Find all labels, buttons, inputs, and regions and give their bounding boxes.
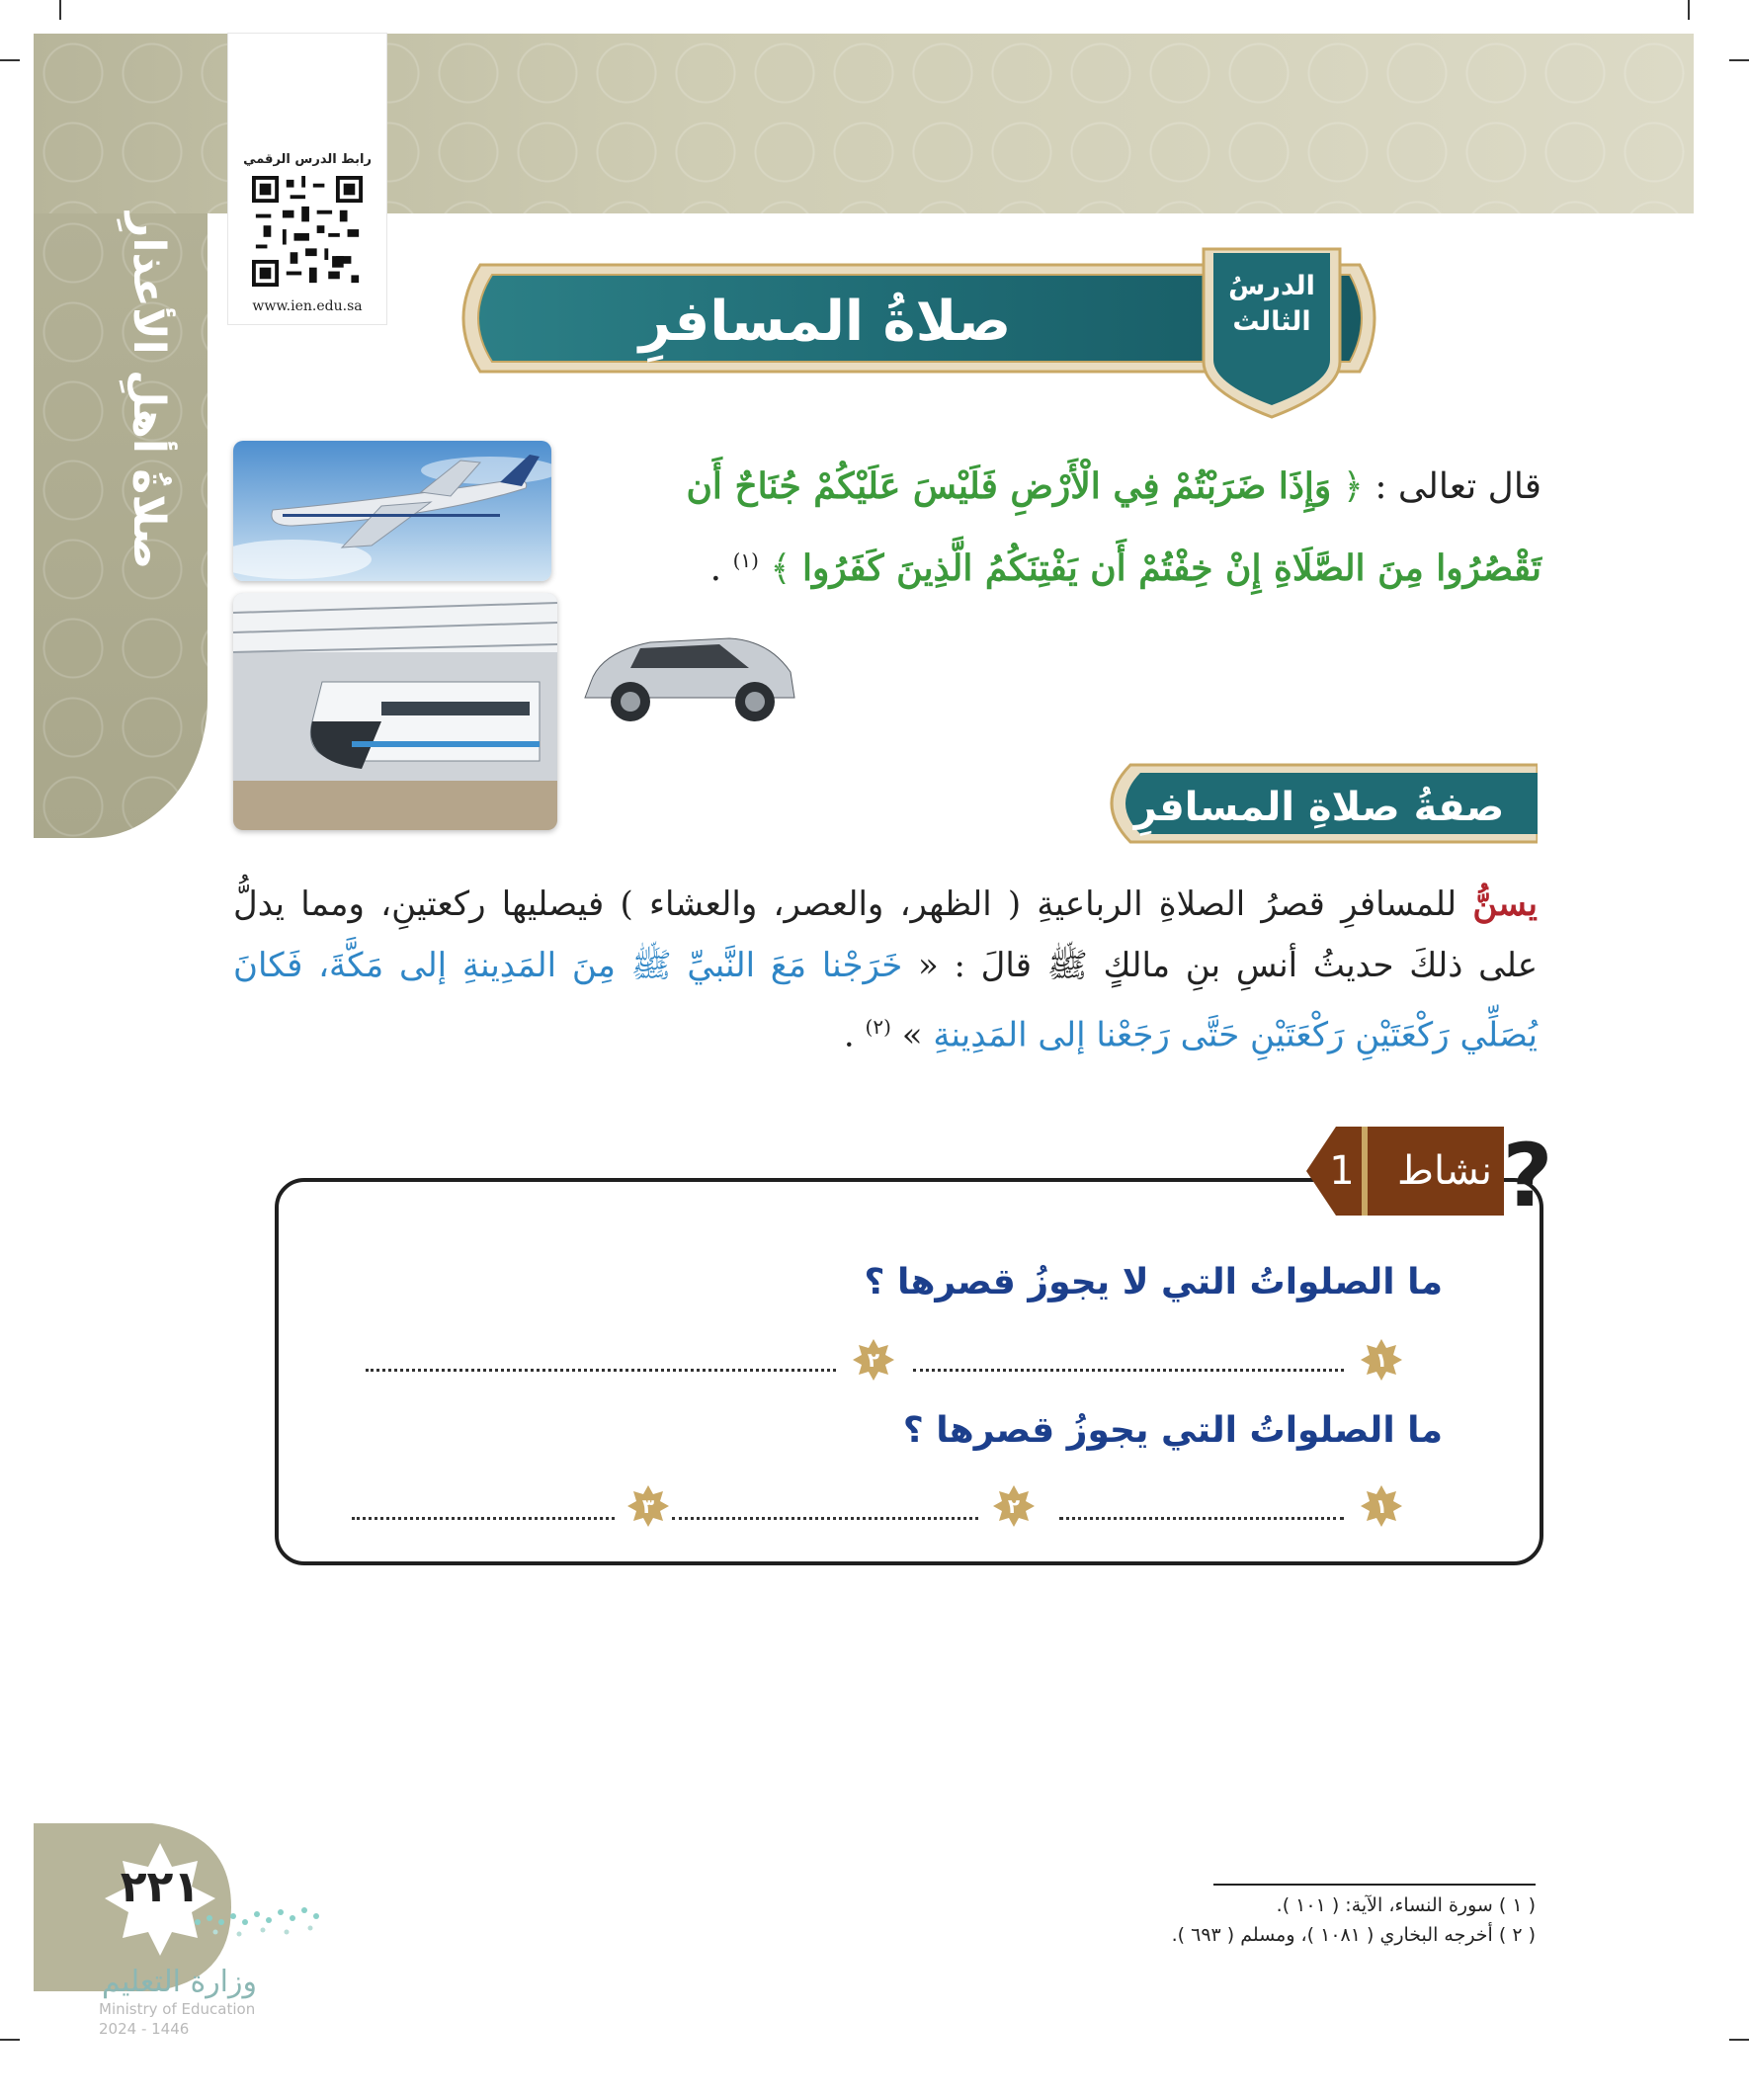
qr-url[interactable]: www.ien.edu.sa: [252, 298, 363, 314]
verse-close-bracket: ﴾: [770, 548, 791, 589]
footnote-1: ( ١ ) سورة النساء، الآية: ( ١٠١ ).: [1276, 1894, 1536, 1916]
verse-intro: قال تعالى :: [1374, 466, 1541, 507]
train-image: [233, 593, 557, 830]
verse-footnote-ref: (١): [732, 548, 759, 572]
crop-mark: [0, 59, 20, 61]
lesson-badge-line1: الدرسُ: [1228, 271, 1315, 301]
activity-question-2: ما الصلواتُ التي يجوزُ قصرها ؟: [902, 1410, 1443, 1451]
answer-line[interactable]: [1059, 1516, 1344, 1520]
activity-number: 1: [1329, 1148, 1355, 1194]
paragraph-end: .: [843, 1015, 855, 1055]
activity-question-1: ما الصلواتُ التي لا يجوزُ قصرها ؟: [864, 1262, 1443, 1302]
answer-number: ١: [1374, 1348, 1388, 1372]
paragraph-text: للمسافرِ قصرُ الصلاةِ الرباعيةِ ( الظهر، والعصر، والعشاء ) فيصليها ركعتينِ، ومما يدلُّ على ذلكَ حديثُ أنسِ بنِ مالكٍ ﷺ قالَ : «: [233, 884, 1538, 985]
answer-line[interactable]: [672, 1516, 978, 1520]
crop-mark: [59, 0, 61, 20]
ministry-name-english: Ministry of Education: [99, 2000, 256, 2018]
ministry-year: 2024 - 1446: [99, 2020, 190, 2038]
verse-open-bracket: ﴿: [1342, 466, 1364, 507]
verse-end: .: [709, 548, 722, 589]
page-number: ٢٢١: [120, 1862, 201, 1912]
qr-label: رابط الدرس الرقمي: [243, 152, 372, 167]
qr-card[interactable]: [228, 34, 386, 324]
verse-text: وَإِذَا ضَرَبْتُمْ فِي الْأَرْضِ فَلَيْسَ عَلَيْكُمْ جُنَاحٌ أَن تَقْصُرُوا مِنَ الصَّلَاةِ إِنْ خِفْتُمْ أَن يَفْتِنَكُمُ الَّذِينَ كَفَرُوا: [686, 465, 1541, 589]
activity-box: [275, 1178, 1543, 1565]
lesson-badge-line2: الثالث: [1232, 306, 1311, 337]
verse-block: [593, 450, 1541, 606]
answer-line[interactable]: [913, 1368, 1344, 1372]
answer-number: ٢: [1007, 1494, 1021, 1518]
hadith-footnote-ref: (٢): [865, 1015, 891, 1039]
unit-title: صلاةُ أهلِ الأعذارِ: [124, 212, 174, 570]
paragraph-highlight: يسنُّ: [1472, 884, 1538, 924]
crop-mark: [0, 2039, 20, 2041]
footnote-divider: [1213, 1884, 1536, 1886]
activity-label: نشاط: [1397, 1148, 1492, 1194]
lesson-badge-text: [1208, 269, 1336, 340]
footnote-2: ( ٢ ) أخرجه البخاري ( ١٠٨١ )، ومسلم ( ٦٩٣ ).: [1171, 1924, 1536, 1946]
hadith-text: خَرَجْنا مَعَ النَّبيِّ ﷺ مِنَ المَدِينةِ إلى مَكَّةَ، فَكانَ يُصَلِّي رَكْعَتَيْنِ رَكْعَتَيْنِ حَتَّى رَجَعْنا إلى المَدِينةِ: [233, 946, 1538, 1055]
car-image: [571, 613, 804, 731]
qr-code-icon[interactable]: [252, 176, 363, 287]
answer-number: ٣: [641, 1494, 655, 1518]
answer-number: ٢: [867, 1348, 880, 1372]
ministry-name-arabic: وزارة التعليم: [101, 1965, 257, 1999]
question-mark-icon: ?: [1502, 1125, 1553, 1226]
section-title: صفةُ صلاةِ المسافرِ: [1133, 785, 1505, 830]
body-paragraph: [233, 874, 1538, 1065]
lesson-title: صلاةُ المسافرِ: [638, 290, 1012, 354]
answer-line[interactable]: [366, 1368, 836, 1372]
ministry-logo-dots: [188, 1892, 326, 1952]
crop-mark: [1688, 0, 1690, 20]
hadith-close: »: [901, 1015, 923, 1055]
airplane-image: [233, 441, 551, 581]
crop-mark: [1729, 59, 1749, 61]
answer-number: ١: [1374, 1494, 1388, 1518]
crop-mark: [1729, 2039, 1749, 2041]
answer-line[interactable]: [352, 1516, 615, 1520]
